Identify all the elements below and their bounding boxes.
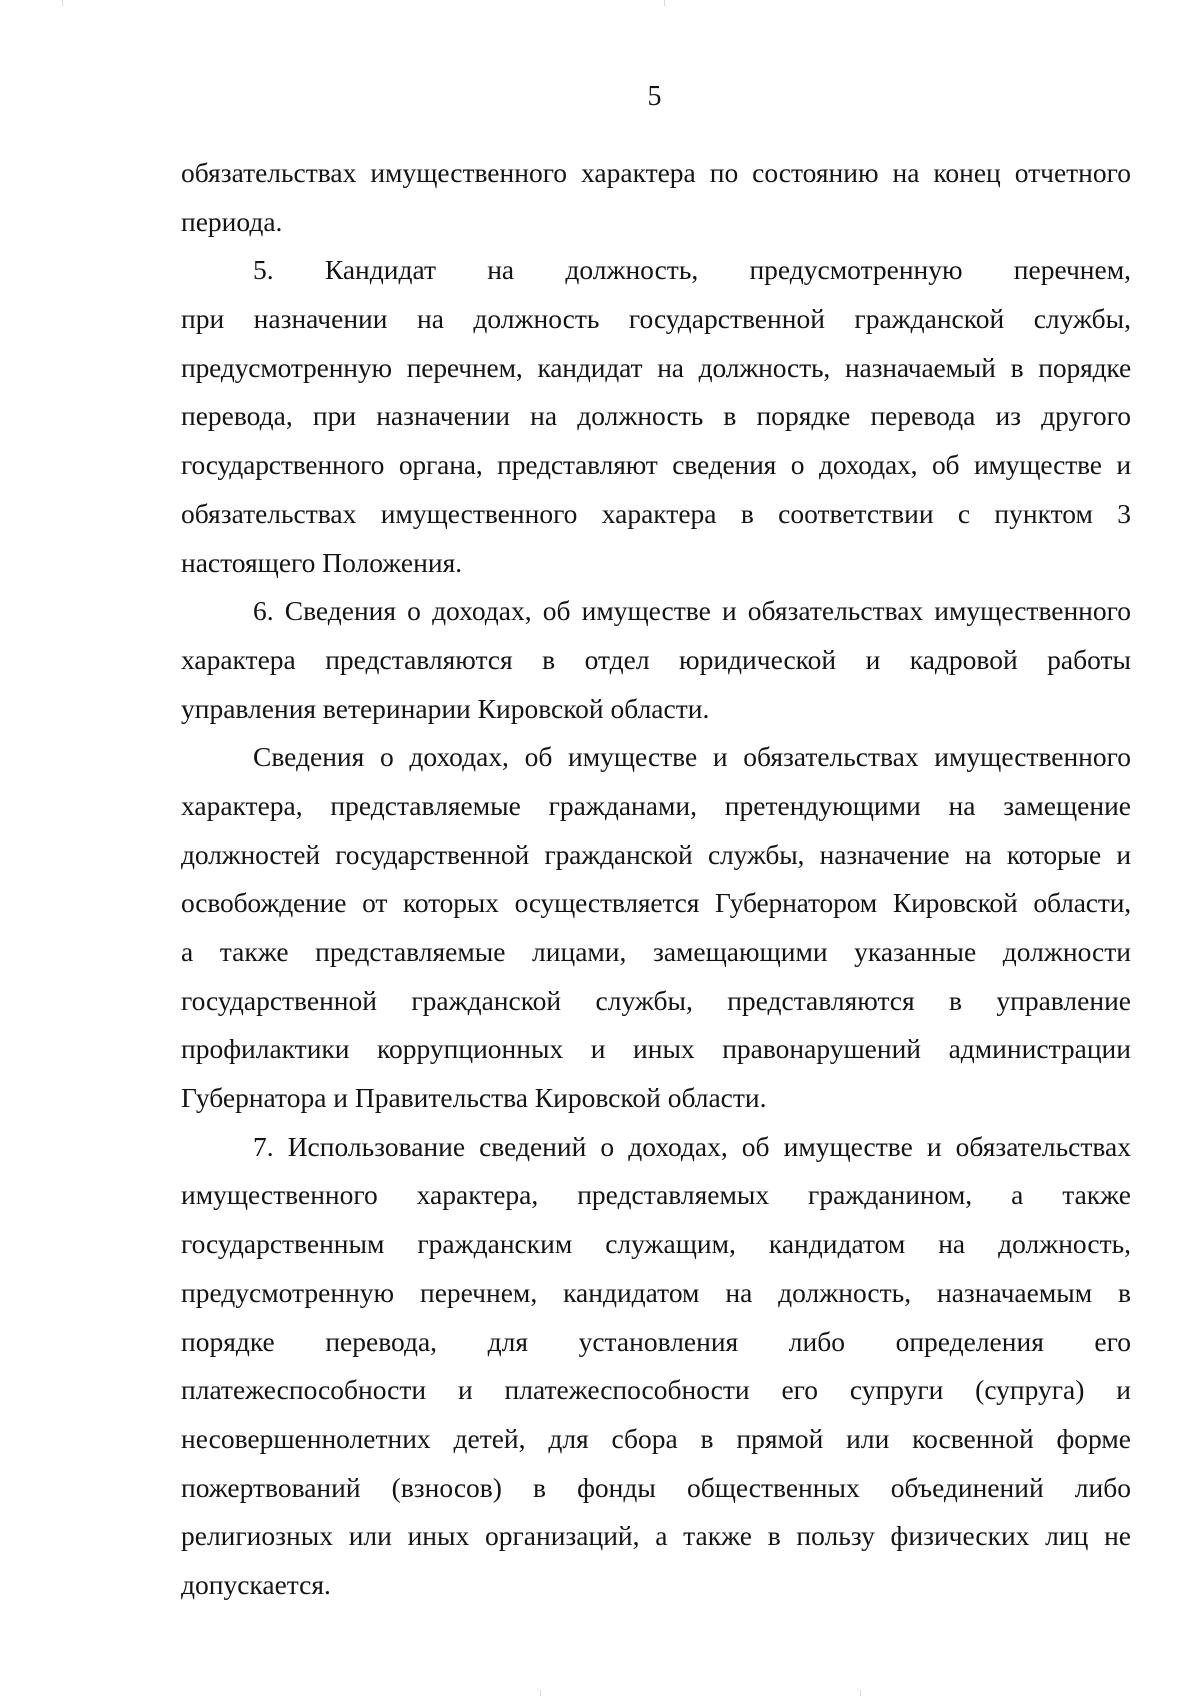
text-line: Сведения о доходах, об имуществе и обязательствах имущественного xyxy=(253,741,1131,773)
text-line: должностей государственной гражданской службы, назначение на которые и xyxy=(181,838,1131,870)
text-line: государственной гражданской службы, представляются в управление xyxy=(181,984,1131,1016)
scan-speck xyxy=(860,1690,861,1696)
text-line: платежеспособности и платежеспособности его супруги (супруга) и xyxy=(181,1374,1131,1406)
text-line: 6. Сведения о доходах, об имуществе и обязательствах имущественного xyxy=(253,595,1131,627)
text-line: обязательствах имущественного характера по состоянию на конец отчетного xyxy=(181,157,1131,188)
scan-speck xyxy=(62,0,63,6)
text-line: имущественного характера, представляемых гражданином, а также xyxy=(181,1179,1131,1211)
text-line: освобождение от которых осуществляется Губернатором Кировской области, xyxy=(181,887,1131,919)
text-line: при назначении на должность государственной гражданской службы, xyxy=(181,303,1131,335)
text-line: государственного органа, представляют сведения о доходах, об имуществе и xyxy=(181,449,1131,481)
text-line: профилактики коррупционных и иных правонарушений администрации xyxy=(181,1033,1131,1065)
text-line: несовершеннолетних детей, для сбора в прямой или косвенной форме xyxy=(181,1422,1131,1454)
text-line: 7. Использование сведений о доходах, об имуществе и обязательствах xyxy=(253,1130,1131,1162)
text-line: предусмотренную перечнем, кандидат на должность, назначаемый в порядке xyxy=(181,351,1131,383)
text-line: Губернатора и Правительства Кировской области. xyxy=(181,1082,767,1114)
document-body xyxy=(181,149,1131,1610)
text-line: управления ветеринарии Кировской области. xyxy=(181,692,710,724)
scan-speck xyxy=(540,1690,541,1696)
scan-speck xyxy=(664,0,665,6)
text-line: перевода, при назначении на должность в порядке перевода из другого xyxy=(181,400,1131,432)
text-line: 5. Кандидат на должность, предусмотренную перечнем, xyxy=(253,254,1131,286)
text-line: религиозных или иных организаций, а также в пользу физических лиц не xyxy=(181,1520,1131,1552)
text-line: характера представляются в отдел юридической и кадровой работы xyxy=(181,643,1131,675)
text-line: настоящего Положения. xyxy=(181,546,463,578)
text-line: государственным гражданским служащим, кандидатом на должность, xyxy=(181,1228,1131,1260)
text-line: обязательствах имущественного характера в соответствии с пунктом 3 xyxy=(181,497,1131,529)
text-line: характера, представляемые гражданами, претендующими на замещение xyxy=(181,789,1131,821)
text-line: порядке перевода, для установления либо определения его xyxy=(181,1325,1131,1357)
page-number: 5 xyxy=(647,81,662,112)
text-line: периода. xyxy=(181,205,283,237)
text-line: пожертвований (взносов) в фонды общественных объединений либо xyxy=(181,1471,1131,1503)
text-line: допускается. xyxy=(181,1568,331,1600)
text-line: а также представляемые лицами, замещающими указанные должности xyxy=(181,936,1131,967)
text-line: предусмотренную перечнем, кандидатом на должность, назначаемым в xyxy=(181,1276,1131,1308)
